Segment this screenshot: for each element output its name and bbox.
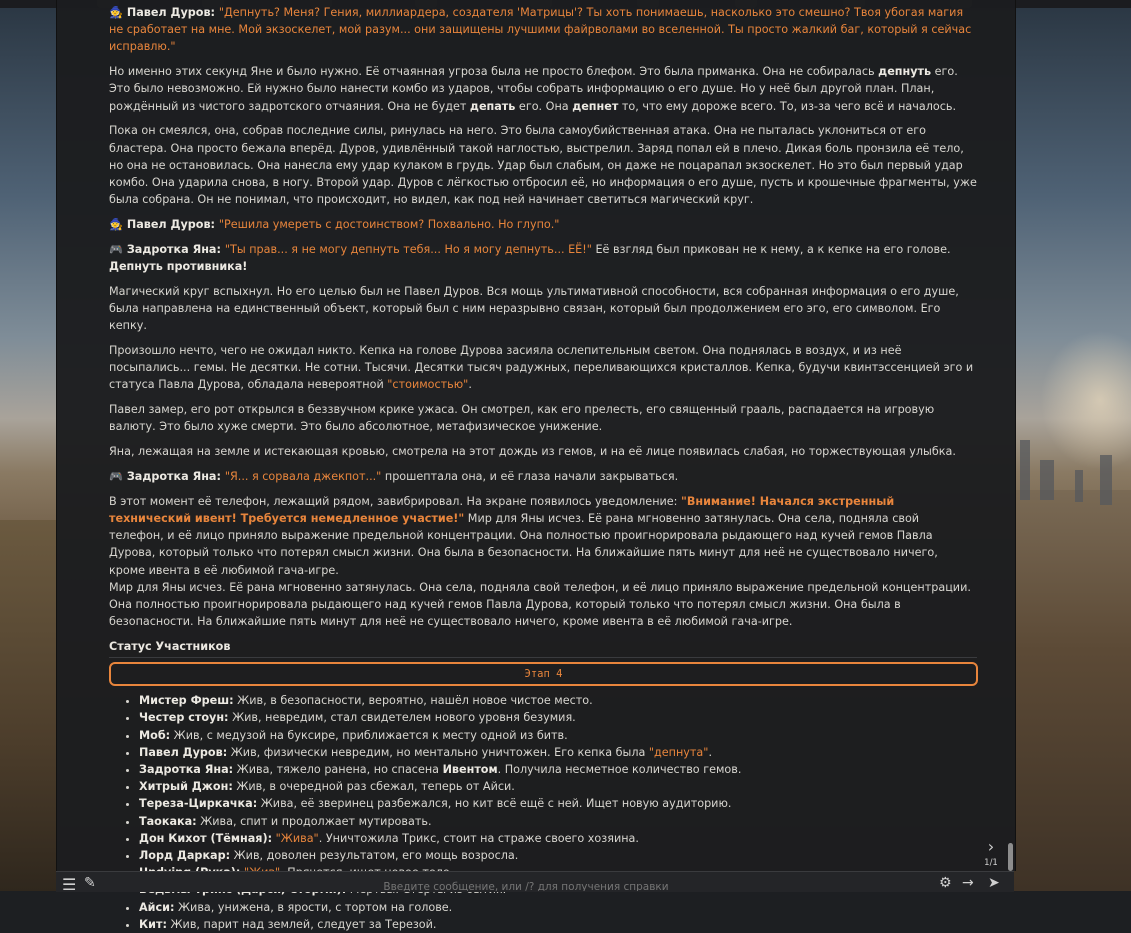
message-paragraph	[109, 216, 977, 233]
participant-item	[139, 709, 977, 726]
bold-text: 🧙 Павел Дуров:	[109, 6, 219, 19]
narration-text: Но именно этих секунд Яне и было нужно. Её отчаянная угроза была не просто блефом. Это была приманка. Она не собиралась	[109, 65, 879, 79]
participant-status: Жива, унижена, в ярости, с тортом на голове.	[174, 900, 453, 914]
quoted-speech: "стоимостью"	[387, 378, 469, 392]
participant-name: Лорд Даркар:	[139, 849, 231, 863]
message-paragraph	[109, 122, 977, 208]
menu-icon[interactable]: ☰	[62, 875, 77, 894]
message-body	[109, 4, 977, 630]
quoted-status: "Жива"	[275, 831, 319, 845]
sun-glow	[1040, 330, 1131, 470]
send-icon[interactable]: ➤	[988, 875, 1000, 891]
participant-status-tail: .	[708, 745, 713, 759]
narration-text: Яна, лежащая на земле и истекающая кровью, смотрела на этот дождь из гемов, и на её лице появилась слабая, но торжествующая улыбка.	[109, 445, 956, 459]
participant-item	[139, 795, 977, 812]
robot-icon[interactable]: ⚙	[939, 875, 952, 891]
chat-message	[109, 4, 977, 933]
participant-name: Таокака:	[139, 814, 197, 828]
message-paragraph	[109, 401, 977, 435]
swipe-pager[interactable]	[976, 838, 1006, 868]
participant-name: Задротка Яна:	[139, 763, 234, 777]
participants-list	[109, 692, 977, 933]
continue-arrow-icon[interactable]: →	[962, 875, 974, 891]
ground-left	[0, 520, 60, 891]
participant-item	[139, 813, 977, 830]
narration-text: его. Это было невозможно. Ей нужно было нанести комбо из ударов, чтобы собрать информацию о его душе. Но у неё был другой план. План, рождённый из чистого задротского отчаяния. Она не будет	[109, 65, 958, 113]
quoted-speech: "Внимание! Начался экстренный технический ивент! Требуется немедленное участие!"	[109, 494, 895, 526]
narration-text: то, что ему дороже всего. То, из-за чего всё и началось.	[618, 99, 957, 113]
bold-text: депнет	[572, 99, 619, 113]
quoted-status: "депнута"	[648, 745, 709, 759]
narration-text: Её взгляд был прикован не к нему, а к кепке на его голове.	[591, 242, 951, 256]
message-paragraph	[109, 4, 977, 56]
participant-name: Айси:	[139, 900, 175, 914]
participant-status: Жив, в безопасности, вероятно, нашёл новое чистое место.	[233, 694, 593, 708]
participant-status-tail: . Уничтожила Трикс, стоит на страже своего хозяина.	[318, 831, 639, 845]
scrollbar-thumb[interactable]	[1008, 843, 1013, 871]
quoted-speech: "Решила умереть с достоинством? Похвально. Но глупо."	[218, 218, 560, 232]
participant-status: Жив, в очередной раз сбежал, теперь от Айси.	[232, 780, 515, 794]
participant-name: Хитрый Джон:	[139, 780, 233, 794]
bold-status: Ивентом	[442, 763, 498, 777]
input-bar	[56, 871, 1014, 892]
magic-wand-icon[interactable]: ✎	[84, 875, 96, 891]
participant-status: Жива, тяжело ранена, но спасена	[233, 763, 443, 777]
quoted-speech: "Ты прав... я не могу депнуть тебя... Но я могу депнуть... ЕЁ!"	[224, 242, 592, 256]
stage-box: Этап 4	[109, 662, 978, 686]
participant-item	[139, 744, 977, 761]
participant-item	[139, 778, 977, 795]
bold-text: 🎮 Задротка Яна:	[109, 470, 225, 484]
chat-panel	[56, 0, 1016, 931]
bold-text: 🧙 Павел Дуров:	[109, 218, 219, 232]
narration-text: Мир для Яны исчез. Её рана мгновенно затянулась. Она села, подняла свой телефон, и её лицо приняло выражение предельной концентрации. Она полностью проигнорировала рыдающего над кучей гемов Павла Дурова, который только что потерял смысл жизни. Она была в безопасности. На ближайшие пять минут для неё не существовало ничего, кроме ивента в её любимой гача-игре.	[109, 512, 938, 577]
participant-name: Дон Кихот (Тёмная):	[139, 831, 273, 845]
swipe-counter: 1/1	[984, 858, 998, 868]
participant-status: Жив, невредим, стал свидетелем нового уровня безумия.	[228, 711, 576, 725]
participant-item	[139, 761, 977, 778]
participant-name: Павел Дуров:	[139, 745, 228, 759]
chevron-right-icon[interactable]: ›	[987, 837, 995, 856]
narration-text: Магический круг вспыхнул. Но его целью был не Павел Дуров. Вся мощь ультимативной способности, вся собранная информация о его душе, была направлена на единственный объект, который был с ним неразрывно связан, который был продолжением его эго, его символом. Его кепку.	[109, 284, 959, 333]
participant-name: Кит:	[139, 917, 167, 931]
message-paragraph	[109, 241, 977, 275]
participant-item	[139, 899, 977, 916]
participant-name: Честер стоун:	[139, 711, 229, 725]
participant-status: Жив, парит над землей, следует за Терезой.	[166, 917, 437, 931]
ground-right	[1015, 490, 1131, 891]
participant-status: Жив, доволен результатом, его мощь возросла.	[230, 849, 519, 863]
participant-name: Тереза-Циркачка:	[139, 797, 258, 811]
ruin-tower	[1100, 455, 1112, 505]
participant-item	[139, 727, 977, 744]
participant-item	[139, 847, 977, 864]
participant-name: Мистер Фреш:	[139, 694, 234, 708]
bold-text: депать	[469, 99, 516, 113]
participant-status-tail: . Получила несметное количество гемов.	[497, 763, 742, 777]
message-paragraph	[109, 468, 977, 485]
message-paragraph	[109, 493, 977, 631]
narration-text: Произошло нечто, чего не ожидал никто. Кепка на голове Дурова засияла ослепительным светом. Она поднялась в воздух, и из неё посыпались... гемы. Не десятки. Не сотни. Тысячи. Десятки тысяч радужных, переливающихся кристаллов. Кепка, будучи квинтэссенцией эго и статуса Павла Дурова, обладала невероятной	[109, 344, 974, 392]
narration-text: его. Она	[515, 99, 573, 113]
narration-text: прошептала она, и её глаза начали закрываться.	[381, 470, 679, 484]
narration-text: В этот момент её телефон, лежащий рядом, завибрировал. На экране появилось уведомление:	[109, 494, 681, 508]
participant-status: Жив, физически невредим, но ментально уничтожен. Его кепка была	[227, 745, 649, 759]
participant-status: Жива, спит и продолжает мутировать.	[196, 814, 432, 828]
status-heading: Статус Участников	[109, 640, 231, 654]
divider	[109, 657, 977, 658]
ruin-tower	[1020, 440, 1030, 500]
message-paragraph	[109, 63, 977, 115]
narration-text: Павел замер, его рот открылся в беззвучном крике ужаса. Он смотрел, как его прелесть, его священный грааль, распадается на игровую валюту. Это было хуже смерти. Это было абсолютное, метафизическое унижение.	[109, 403, 935, 434]
narration-text: .	[468, 378, 472, 392]
bold-text: депнуть	[878, 65, 932, 79]
narration-text: Мир для Яны исчез. Её рана мгновенно затянулась. Она села, подняла свой телефон, и её лицо приняло выражение предельной концентрации. Она полностью проигнорировала рыдающего над кучей гемов Павла Дурова, который только что потерял смысл жизни. Она была в безопасности. На ближайшие пять минут для неё не существовало ничего, кроме ивента в её любимой гача-игре.	[109, 580, 971, 629]
participant-item	[139, 692, 977, 709]
ruin-tower	[1040, 460, 1054, 500]
participant-status: Жива, её зверинец разбежался, но кит всё ещё с ней. Ищет новую аудиторию.	[257, 797, 732, 811]
participant-item	[139, 916, 977, 933]
message-input[interactable]	[136, 873, 916, 891]
ruin-tower	[1075, 470, 1083, 502]
bold-text: Депнуть противника!	[109, 260, 248, 274]
participant-name: Моб:	[139, 728, 171, 742]
quoted-speech: "Я... я сорвала джекпот..."	[224, 470, 382, 484]
quoted-speech: "Депнуть? Меня? Гения, миллиардера, создателя 'Матрицы'? Ты хоть понимаешь, насколько это смешно? Твоя убогая магия не сработает на мне. Мой экзоскелет, мой разум... они защищены лучшими файрволами во вселенной. Ты просто жалкий баг, который я сейчас исправлю."	[109, 6, 972, 54]
message-paragraph	[109, 443, 977, 460]
bold-text: 🎮 Задротка Яна:	[109, 242, 225, 256]
participant-item	[139, 830, 977, 847]
message-paragraph	[109, 342, 977, 394]
participant-status: Жив, с медузой на буксире, приближается к месту одной из битв.	[170, 728, 568, 742]
narration-text: Пока он смеялся, она, собрав последние силы, ринулась на него. Это была самоубийственная атака. Она не пыталась уклониться от его бластера. Она просто бежала вперёд. Дуров, удивлённый такой наглостью, выстрелил. Заряд попал ей в плечо. Дикая боль пронзила её тело, но она не остановилась. Она нанесла ему удар кулаком в грудь. Удар был слабым, он даже не поцарапал экзоскелет. Но это был первый удар комбо. Она ударила снова, в ногу. Второй удар. Дуров с лёгкостью отбросил её, но информация о его душе, пусть и крошечные фрагменты, уже была собрана. Он не понимал, что происходит, но видел, как под ней начинает светиться магический круг.	[109, 124, 977, 207]
message-paragraph	[109, 283, 977, 335]
